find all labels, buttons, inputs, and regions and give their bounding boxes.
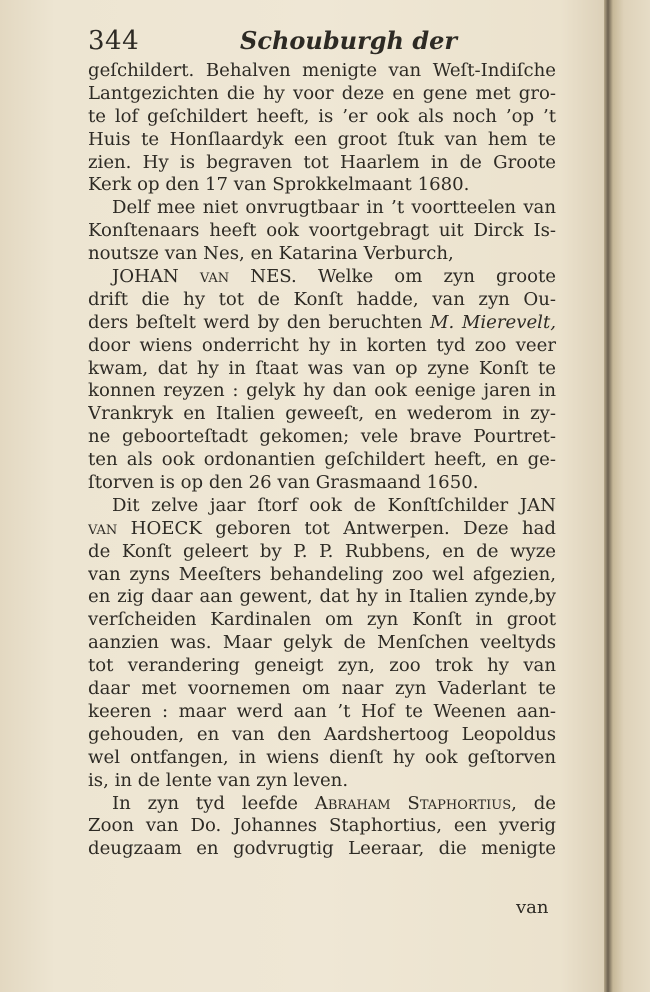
text-fragment: , de (511, 792, 556, 814)
text-line (88, 495, 556, 518)
text-fragment: wel ontfangen, in wiens dienſt hy ook geſtorven (88, 746, 556, 768)
text-fragment: Kerk op den 17 van Sprokkelmaant 1680. (88, 174, 470, 196)
text-fragment: gehouden, en van den Aardshertoog Leopoldus (88, 723, 556, 745)
text-fragment: keeren : maar werd aan ’t Hof te Weenen aan- (88, 700, 556, 722)
text-line (88, 564, 556, 587)
text-line (88, 472, 556, 495)
text-fragment: de Konſt geleert by P. P. Rubbens, en de wyze (88, 540, 556, 562)
text-line (88, 770, 556, 793)
text-line (88, 724, 556, 747)
text-line (88, 747, 556, 770)
text-line (88, 197, 556, 220)
text-fragment: van zyns Meeſters behandeling zoo wel afgezien, (88, 563, 556, 585)
text-line (88, 266, 556, 289)
text-line (88, 174, 556, 197)
text-fragment: door wiens onderricht hy in korten tyd zoo veer (88, 334, 556, 356)
text-fragment: geſchildert. Behalven menigte van Weſt-Indiſche (88, 60, 556, 81)
text-line (88, 609, 556, 632)
text-line (88, 793, 556, 816)
text-line (88, 60, 556, 83)
text-fragment: van (199, 266, 230, 288)
body-text (88, 60, 556, 861)
text-fragment: konnen reyzen : gelyk hy dan ook eenige jaren in (88, 380, 556, 402)
text-line (88, 220, 556, 243)
text-fragment: en zig daar aan gewent, dat hy in Italien zynde,by (88, 586, 556, 608)
text-line (88, 129, 556, 152)
running-title: Schouburgh der (240, 26, 458, 55)
text-fragment: HOECK geboren tot Antwerpen. Deze had (117, 517, 556, 539)
text-fragment: Lantgezichten die hy voor deze en gene met gro- (88, 82, 556, 104)
text-fragment: deugzaam en godvrugtig Leeraar, die menigte (88, 838, 556, 860)
text-fragment: Zoon van Do. Johannes Staphortius, een yverig (88, 815, 556, 837)
text-line (88, 426, 556, 449)
text-line (88, 655, 556, 678)
text-line (88, 83, 556, 106)
text-line (88, 380, 556, 403)
page-edge-shadow (604, 0, 650, 992)
text-line (88, 701, 556, 724)
text-line (88, 106, 556, 129)
text-line (88, 152, 556, 175)
text-line (88, 289, 556, 312)
text-fragment: M. Mierevelt, (430, 311, 556, 333)
text-line (88, 678, 556, 701)
text-fragment: noutsze van Nes, en Katarina Verburch, (88, 243, 454, 265)
page-number: 344 (88, 26, 140, 56)
text-line (88, 335, 556, 358)
text-fragment: daar met voornemen om naar zyn Vaderlant te (88, 678, 556, 700)
text-fragment: Dit zelve jaar ſtorf ook de Konſtſchilder JAN (112, 494, 556, 516)
text-line (88, 541, 556, 564)
catchword: van (516, 897, 549, 918)
text-fragment: drift die hy tot de Konſt hadde, van zyn Ou- (88, 288, 556, 310)
text-line (88, 358, 556, 381)
text-fragment: van (88, 517, 118, 539)
text-fragment: ders beſtelt werd by den beruchten (88, 311, 430, 333)
text-fragment: zien. Hy is begraven tot Haarlem in de Groote (88, 151, 556, 173)
text-fragment: kwam, dat hy in ſtaat was van op zyne Konſt te (88, 357, 556, 379)
text-fragment: is, in de lente van zyn leven. (88, 769, 349, 791)
text-fragment: In zyn tyd leefde (112, 792, 315, 814)
text-line (88, 518, 556, 541)
text-fragment: NES. Welke om zyn groote (229, 266, 556, 288)
text-line (88, 449, 556, 472)
text-fragment: Delf mee niet onvrugtbaar in ’t voortteelen van (112, 197, 556, 219)
text-line (88, 815, 556, 838)
text-line (88, 243, 556, 266)
text-fragment: ne geboorteſtadt gekomen; vele brave Pourtret- (88, 426, 556, 448)
text-line (88, 403, 556, 426)
text-fragment: tot verandering geneigt zyn, zoo trok hy van (88, 655, 556, 677)
text-fragment: te lof geſchildert heeft, is ’er ook als noch ’op ’t (88, 105, 556, 127)
text-fragment: JOHAN (112, 266, 200, 288)
text-fragment: Huis te Honſlaardyk een groot ſtuk van hem te (88, 128, 556, 150)
text-fragment: verſcheiden Kardinalen om zyn Konſt in groot (88, 609, 556, 631)
text-fragment: ten als ook ordonantien geſchildert heeft, en ge- (88, 449, 556, 471)
text-fragment: Vrankryk en Italien geweeſt, en wederom in zy- (88, 403, 556, 425)
text-line (88, 632, 556, 655)
text-line (88, 586, 556, 609)
text-line (88, 312, 556, 335)
running-header (88, 26, 558, 60)
text-fragment: ſtorven is op den 26 van Grasmaand 1650. (88, 472, 479, 494)
text-fragment: Konſtenaars heeft ook voortgebragt uit Dirck Is- (88, 220, 556, 242)
text-fragment: Abraham Staphortius (314, 792, 512, 814)
text-line (88, 838, 556, 861)
text-fragment: aanzien was. Maar gelyk de Menſchen veeltyds (88, 632, 556, 654)
